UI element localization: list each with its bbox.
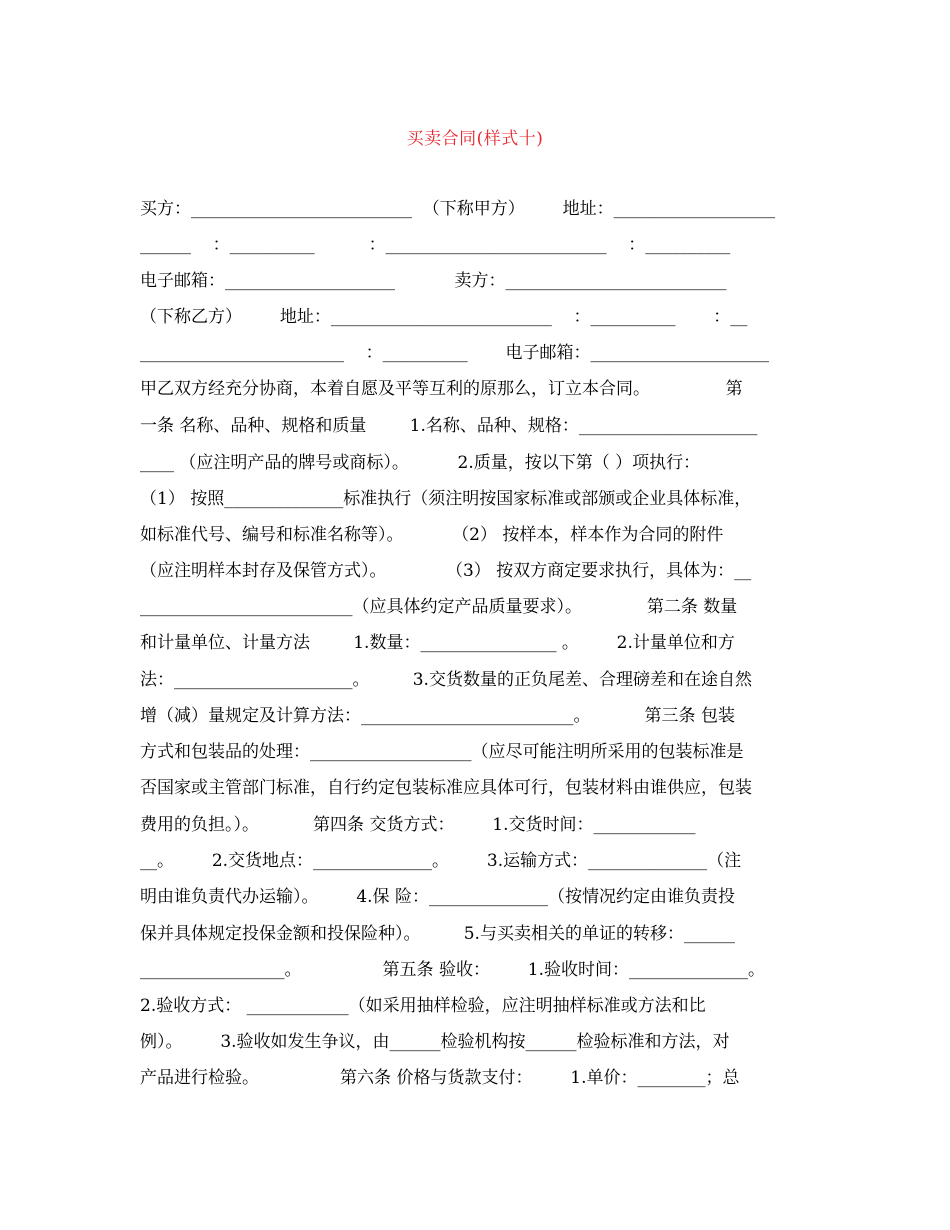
text-line: 增（减）量规定及计算方法：_________________________。 第三条 包装 [140,706,735,726]
text-line: 例）。 3.验收如发生争议，由______检验机构按______检验标准和方法，对 [140,1032,730,1052]
text-line: 电子邮箱：____________________ 卖方：__________________________ [140,271,727,291]
text-line: 和计量单位、计量方法 1.数量：________________ 。 2.计量单位和方 [140,633,735,653]
text-line: 2.验收方式： ____________（如采用抽样检验，应注明抽样标准或方法和比 [140,996,706,1016]
text-line: （应注明样本封存及保管方式）。 （3） 按双方商定要求执行，具体为：__ [140,561,752,581]
text-line: 产品进行检验。 第六条 价格与货款支付： 1.单价：________；总 [140,1068,740,1088]
text-line: 方式和包装品的处理：___________________（应尽可能注明所采用的包装标准是 [140,742,744,762]
text-line: 费用的负担。）。 第四条 交货方式： 1.交货时间：____________ [140,815,696,835]
text-line: _________________。 第五条 验收： 1.验收时间：______________。 [140,960,766,980]
text-line: 一条 名称、品种、规格和质量 1.名称、品种、规格：_____________________ [140,416,758,436]
text-line: （1） 按照______________标准执行（须注明按国家标准或部颁或企业具体标准， [140,489,752,509]
text-line: 如标准代号、编号和标准名称等）。 （2） 按样本，样本作为合同的附件 [140,525,724,545]
text-line: （下称乙方） 地址：__________________________ ：__________ ：__ [140,307,748,327]
text-line: 法：_____________________。 3.交货数量的正负尾差、合理磅差和在途自然 [140,670,752,690]
text-line: ________________________ ：__________ 电子邮箱：_____________________ [140,343,769,363]
text-line: 甲乙双方经充分协商，本着自愿及平等互利的原那么，订立本合同。 第 [140,379,743,399]
text-line: _________________________（应具体约定产品质量要求）。 第二条 数量 [140,597,738,617]
text-line: 买方：__________________________ （下称甲方） 地址：___________________ [140,199,776,219]
text-line: ______ ：__________ ：__________________________ ：__________ [140,235,731,255]
text-line: 明由谁负责代办运输）。 4.保 险：______________（按情况约定由谁负责投 [140,887,735,907]
document-title: 买卖合同(样式十) [406,129,544,149]
text-line: ____ （应注明产品的牌号或商标）。 2.质量，按以下第（ ）项执行： [140,453,701,473]
text-line: 否国家或主管部门标准，自行约定包装标准应具体可行，包装材料由谁供应，包装 [140,778,752,798]
text-line: 保并具体规定投保金额和投保险种）。 5.与买卖相关的单证的转移：______ [140,924,735,944]
text-line: __。 2.交货地点：______________。 3.运输方式：______________（注 [140,851,742,871]
